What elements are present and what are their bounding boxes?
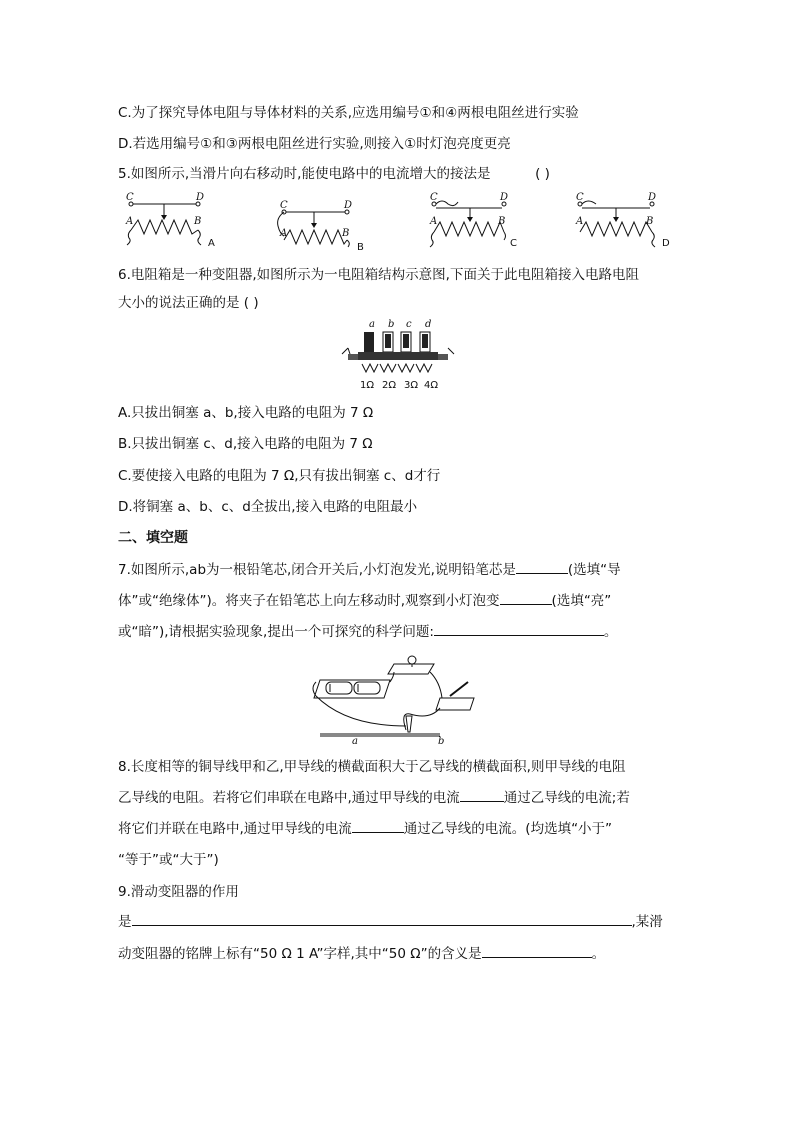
q6-stem-line1: 6.电阻箱是一种变阻器,如图所示为一电阻箱结构示意图,下面关于此电阻箱接入电路电阻 xyxy=(118,267,639,283)
q6-resistor-2: 2Ω xyxy=(382,380,397,391)
q9-line2 xyxy=(118,912,663,932)
q5d-b-label: B xyxy=(646,216,654,227)
q9-line2-tail: ,某滑 xyxy=(631,914,663,930)
q8-line3 xyxy=(118,819,612,839)
q5b-b-label: B xyxy=(342,228,350,239)
q7-line1-tail: (选填“导 xyxy=(567,562,621,578)
q5-stem-text: 5.如图所示,当滑片向右移动时,能使电路中的电流增大的接法是 xyxy=(118,166,491,182)
q5c-d-label: D xyxy=(500,192,509,203)
q5a-c-label: C xyxy=(126,192,134,203)
q7-line3 xyxy=(118,622,617,642)
q9-blank-2[interactable] xyxy=(482,944,592,958)
q5b-d-label: D xyxy=(344,200,353,211)
q8-blank-3[interactable] xyxy=(352,819,404,833)
q6-resistance-box-figure xyxy=(338,318,458,394)
q7-line2-text: 体”或“绝缘体”)。将夹子在铅笔芯上向左移动时,观察到小灯泡变 xyxy=(118,593,500,609)
q7-blank-2[interactable] xyxy=(500,591,552,605)
q8-line4: “等于”或“大于”) xyxy=(118,852,219,868)
q7-line1 xyxy=(118,560,621,580)
q6-resistor-3: 3Ω xyxy=(404,380,419,391)
q8-line2-tail: 通过乙导线的电流;若 xyxy=(503,790,630,806)
q5-figure-a xyxy=(116,190,226,252)
q5b-c-label: C xyxy=(280,200,288,211)
q5a-b-label: B xyxy=(194,216,202,227)
q5-figure-b xyxy=(262,198,372,254)
q7-pencil-lead-circuit-figure xyxy=(310,652,485,744)
q9-blank-1[interactable] xyxy=(132,912,632,926)
q8-line3-text: 将它们并联在电路中,通过甲导线的电流 xyxy=(118,821,352,837)
q9-line3-tail: 。 xyxy=(591,946,606,962)
q8-line2 xyxy=(118,788,630,808)
q5d-option-label: D xyxy=(662,238,670,249)
q8-blank-2[interactable] xyxy=(460,788,504,802)
q6-option-a: A.只拔出铜塞 a、b,接入电路的电阻为 7 Ω xyxy=(118,405,374,421)
q6-plug-label-d: d xyxy=(425,319,432,330)
q5b-a-label: A xyxy=(280,228,288,239)
q7-line1-text: 7.如图所示,ab为一根铅笔芯,闭合开关后,小灯泡发光,说明铅笔芯是 xyxy=(118,562,516,578)
q7-line3-tail: 。 xyxy=(603,624,618,640)
q9-line1: 9.滑动变阻器的作用 xyxy=(118,884,239,900)
q6-stem-line2: 大小的说法正确的是 ( ) xyxy=(118,295,259,311)
q5-figure-c xyxy=(418,190,528,252)
q4-option-d: D.若选用编号①和③两根电阻丝进行实验,则接入①时灯泡亮度更亮 xyxy=(118,136,511,152)
q9-line3 xyxy=(118,944,605,964)
q6-option-c: C.要使接入电路的电阻为 7 Ω,只有拔出铜塞 c、d才行 xyxy=(118,468,441,484)
section-heading-fill-in: 二、填空题 xyxy=(118,530,188,546)
q9-line3-text: 动变阻器的铭牌上标有“50 Ω 1 A”字样,其中“50 Ω”的含义是 xyxy=(118,946,482,962)
q7-blank-3[interactable] xyxy=(434,622,604,636)
q7-fig-label-a: a xyxy=(352,736,358,744)
q8-line1: 8.长度相等的铜导线甲和乙,甲导线的横截面积大于乙导线的横截面积,则甲导线的电阻 xyxy=(118,759,626,775)
q5b-option-label: B xyxy=(357,242,364,253)
q5a-d-label: D xyxy=(196,192,205,203)
q7-line2 xyxy=(118,591,611,611)
q6-plug-label-a: a xyxy=(369,319,375,330)
q6-resistor-4: 4Ω xyxy=(424,380,439,391)
q5c-c-label: C xyxy=(430,192,438,203)
q7-blank-1[interactable] xyxy=(516,560,568,574)
q5-stem xyxy=(118,164,550,184)
q5c-a-label: A xyxy=(430,216,438,227)
q6-plug-label-b: b xyxy=(388,319,395,330)
q5c-option-label: C xyxy=(510,238,517,249)
q5c-b-label: B xyxy=(498,216,506,227)
q6-resistor-1: 1Ω xyxy=(360,380,375,391)
q7-fig-label-b: b xyxy=(438,736,445,744)
q5d-a-label: A xyxy=(576,216,584,227)
q6-option-b: B.只拔出铜塞 c、d,接入电路的电阻为 7 Ω xyxy=(118,436,373,452)
q9-line2-text: 是 xyxy=(118,914,132,930)
q5d-c-label: C xyxy=(576,192,584,203)
q7-line2-tail: (选填“亮” xyxy=(551,593,612,609)
q6-option-d: D.将铜塞 a、b、c、d全拔出,接入电路的电阻最小 xyxy=(118,499,418,515)
q5a-a-label: A xyxy=(126,216,134,227)
q5d-d-label: D xyxy=(648,192,657,203)
q5-answer-paren: ( ) xyxy=(535,166,550,182)
q5a-option-label: A xyxy=(208,238,215,249)
q4-option-c: C.为了探究导体电阻与导体材料的关系,应选用编号①和④两根电阻丝进行实验 xyxy=(118,105,579,121)
q8-line3-tail: 通过乙导线的电流。(均选填“小于” xyxy=(403,821,613,837)
q6-plug-label-c: c xyxy=(406,319,412,330)
q8-line2-text: 乙导线的电阻。若将它们串联在电路中,通过甲导线的电流 xyxy=(118,790,460,806)
q7-line3-text: 或“暗”),请根据实验现象,提出一个可探究的科学问题: xyxy=(118,624,434,640)
q5-figure-d xyxy=(570,190,680,252)
